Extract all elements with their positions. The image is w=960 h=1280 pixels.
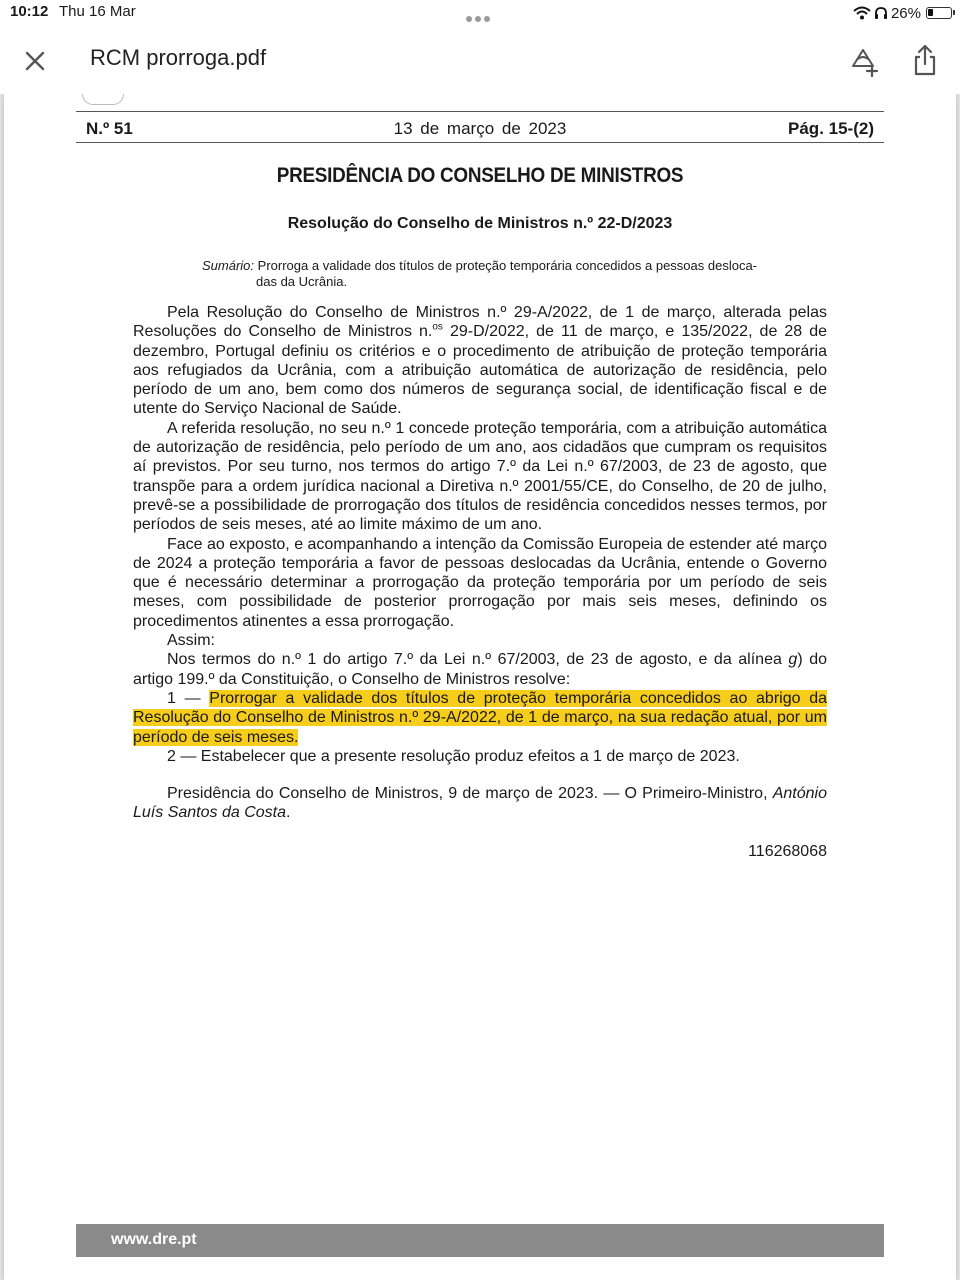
close-button[interactable] <box>20 46 50 76</box>
resolution-title: Resolução do Conselho de Ministros n.º 22-D/2023 <box>287 215 673 232</box>
multitasking-dots-icon[interactable] <box>466 9 496 17</box>
status-time: 10:12 <box>10 3 49 20</box>
header-rule-top <box>76 111 884 112</box>
signature: Presidência do Conselho de Ministros, 9 de março de 2023. — O Primeiro-Ministro, António Luís Santos da Costa. <box>133 785 827 822</box>
document-title: RCM prorroga.pdf <box>90 45 267 70</box>
paragraph-3: Face ao exposto, e acompanhando a intenção da Comissão Europeia de estender até março de 2024 a proteção temporária a favor de pessoas deslocadas da Ucrânia, entende o Governo que é necessário determinar a prorrogação da proteção temporária por um período de seis meses, com possibilidade de posterior prorrogação por mais seis meses, definindo os procedimentos atinentes a essa prorrogação. <box>133 535 827 630</box>
item-2: 2 — Estabelecer que a presente resolução produz efeitos a 1 de março de 2023. <box>167 747 740 765</box>
close-icon <box>20 46 50 76</box>
header-rule-bottom <box>76 142 884 143</box>
paragraph-1: Pela Resolução do Conselho de Ministros n.º 29-A/2022, de 1 de março, alterada pelas Resoluções do Conselho de Ministros n.$^{os}$ 29-D/2022, de 11 de março, e 135/2022, de 28 de dezembro, Portugal definiu os critérios e o procedimento de atribuição de proteção temporária aos refugiados da Ucrânia, com a atribuição automática de autorização de residência, pelo período de um ano, bem como dos números de segurança social, de identificação fiscal e de utente do Serviço Nacional de Saúde. <box>133 304 828 418</box>
ministry-heading: PRESIDÊNCIA DO CONSELHO DE MINISTROS <box>276 164 684 187</box>
paragraph-5: Nos termos do n.º 1 do artigo 7.º da Lei n.º 67/2003, de 23 de agosto, e da alínea g) do artigo 199.º da Constituição, o Conselho de Ministros resolve: <box>133 651 827 688</box>
status-date: Thu 16 Mar <box>59 3 136 20</box>
summary-text-1: Prorroga a validade dos títulos de proteção temporária concedidos a pessoas desloca- <box>257 258 758 273</box>
status-indicators <box>853 2 952 24</box>
battery-icon <box>926 7 952 19</box>
reference-number: 116268068 <box>748 842 827 860</box>
summary-text-2: das da Ucrânia. <box>256 274 348 289</box>
battery-percent: 26% <box>890 4 921 22</box>
summary <box>202 258 768 290</box>
document-viewer[interactable] <box>0 94 960 1280</box>
item-1: 1 — Prorrogar a validade dos títulos de proteção temporária concedidos ao abrigo da Resolução do Conselho de Ministros n.º 29-A/2022, de 1 de março, na sua redação atual, por um período de seis meses. <box>133 689 827 746</box>
resolution-body <box>133 303 827 861</box>
issue-number: N.º 51 <box>86 119 133 138</box>
pdf-page[interactable] <box>4 94 956 1280</box>
issue-date: 13 de março de 2023 <box>393 119 567 138</box>
share-icon <box>908 42 942 78</box>
wifi-icon <box>853 6 871 20</box>
markup-button[interactable] <box>848 44 882 78</box>
highlighted-text[interactable]: Prorrogar a validade dos títulos de proteção temporária concedidos ao abrigo da Resolução do Conselho de Ministros n.º 29-A/2022, de 1 de março, na sua redação atual, por um período de seis meses. <box>133 689 827 746</box>
paragraph-2: A referida resolução, no seu n.º 1 concede proteção temporária, com a atribuição automática de autorização de residência, pelo período de um ano, aos cidadãos que cumpram os requisitos aí previstos. Por seu turno, nos termos do artigo 7.º da Lei n.º 67/2003, de 23 de agosto, que transpõe para a ordem jurídica nacional a Diretiva n.º 2001/55/CE, do Conselho, de 20 de julho, prevê-se a possibilidade de prorrogação dos títulos de residência concedidos nesses termos, por períodos de seis meses, até ao limite máximo de um ano. <box>133 419 827 534</box>
status-bar <box>0 0 960 28</box>
page-number: Pág. 15-(2) <box>788 119 874 138</box>
headphones-icon <box>874 6 888 20</box>
viewer-toolbar <box>0 28 960 94</box>
crest-icon <box>82 94 124 105</box>
page-footer <box>76 1224 884 1257</box>
footer-site: www.dre.pt <box>111 1231 197 1248</box>
share-button[interactable] <box>908 42 942 78</box>
markup-icon <box>848 44 882 78</box>
paragraph-4: Assim: <box>167 632 215 650</box>
summary-label: Sumário: <box>202 258 255 273</box>
